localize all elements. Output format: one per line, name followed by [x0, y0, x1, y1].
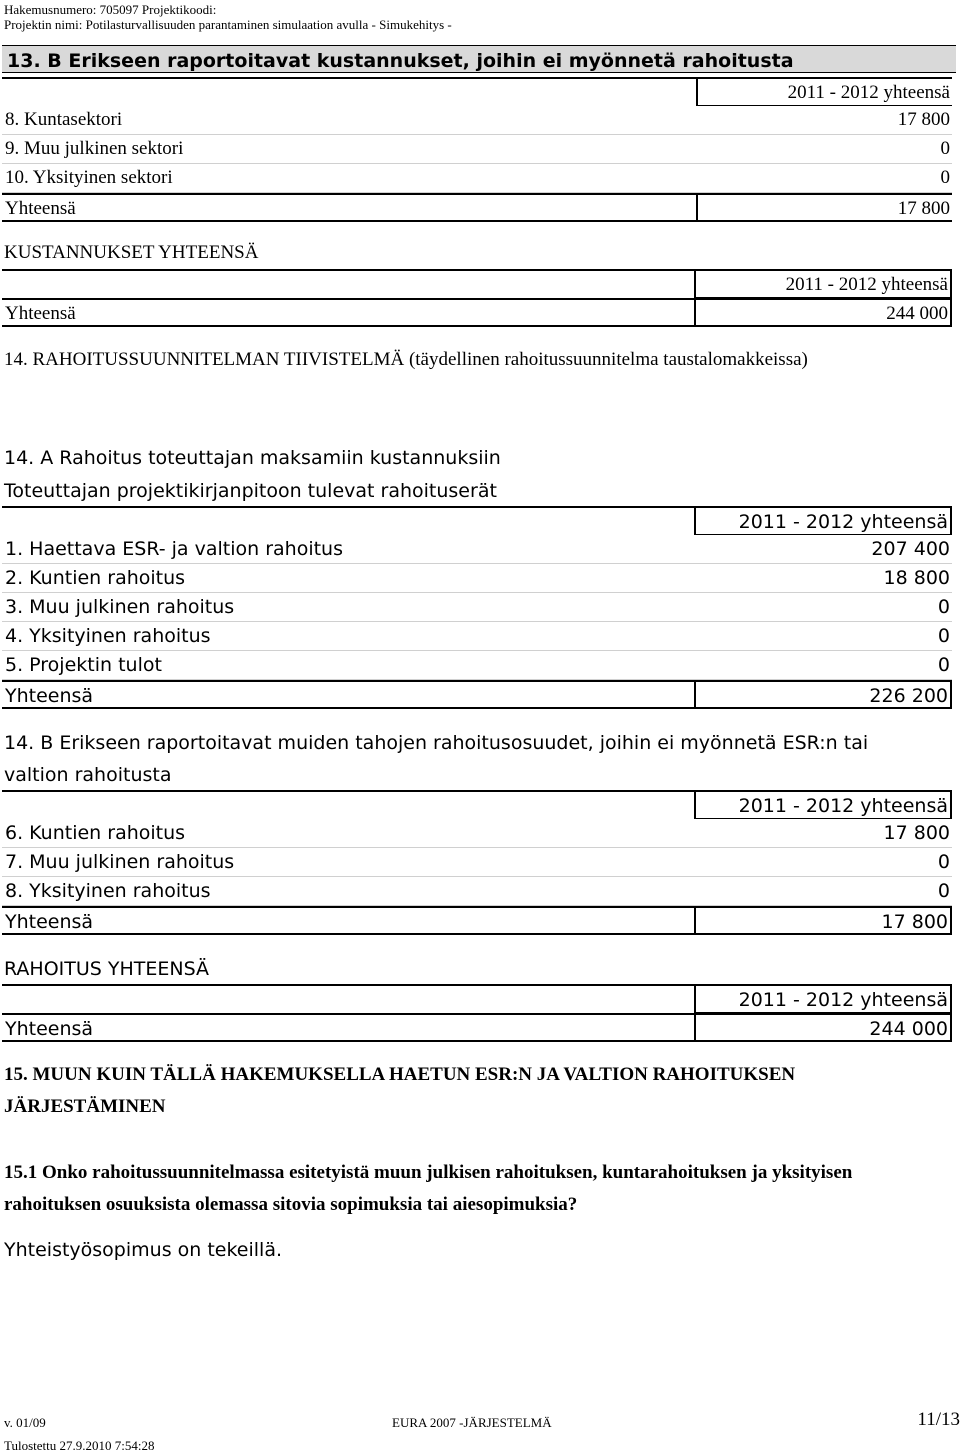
footer-page-number: 11/13	[917, 1409, 960, 1430]
total-row	[2, 298, 952, 327]
row-label: 7. Muu julkinen rahoitus	[5, 851, 235, 873]
column-header: 2011 - 2012 yhteensä	[694, 508, 950, 535]
row-value: 0	[937, 851, 950, 873]
section-14a-title: 14. A Rahoitus toteuttajan maksamiin kustannuksiin	[4, 447, 501, 469]
total-label: Yhteensä	[5, 1018, 94, 1040]
total-label: Yhteensä	[5, 198, 76, 219]
row-label: 9. Muu julkinen sektori	[5, 138, 184, 159]
column-header: 2011 - 2012 yhteensä	[694, 792, 950, 819]
total-row	[2, 906, 952, 935]
total-value: 17 800	[694, 908, 950, 933]
table-row	[2, 135, 952, 164]
table-header-row	[2, 790, 952, 819]
table-header-row	[2, 77, 952, 106]
section-15-1-answer: Yhteistyösopimus on tekeillä.	[4, 1239, 283, 1261]
row-value: 0	[937, 625, 950, 647]
table-row	[2, 819, 952, 848]
table-row	[2, 164, 952, 193]
total-row	[2, 680, 952, 709]
section-14b-table	[2, 790, 952, 935]
total-value: 226 200	[694, 682, 950, 707]
row-value: 17 800	[897, 109, 950, 130]
header-application-number: Hakemusnumero: 705097 Projektikoodi:	[4, 2, 217, 17]
row-label: 6. Kuntien rahoitus	[5, 822, 186, 844]
table-row	[2, 622, 952, 651]
section-13b-title-bar	[2, 45, 956, 73]
funding-total-title: RAHOITUS YHTEENSÄ	[4, 958, 210, 980]
section-15-title: 15. MUUN KUIN TÄLLÄ HAKEMUKSELLA HAETUN ESR:N JA VALTION RAHOITUKSEN JÄRJESTÄMINEN	[4, 1064, 796, 1117]
section-14a-table	[2, 506, 952, 709]
row-value: 0	[940, 138, 950, 159]
costs-total-table	[2, 269, 952, 327]
table-row	[2, 106, 952, 135]
table-header-row	[2, 984, 952, 1013]
row-label: 8. Yksityinen rahoitus	[5, 880, 211, 902]
table-row	[2, 848, 952, 877]
row-value: 0	[937, 654, 950, 676]
costs-total-title: KUSTANNUKSET YHTEENSÄ	[4, 242, 259, 263]
row-value: 0	[937, 880, 950, 902]
section-14b-title: 14. B Erikseen raportoitavat muiden tahojen rahoitusosuudet, joihin ei myönnetä ESR:n tai valtion rahoitusta	[4, 732, 869, 786]
total-label: Yhteensä	[5, 911, 94, 933]
total-label: Yhteensä	[5, 685, 94, 707]
row-value: 0	[937, 596, 950, 618]
row-label: 3. Muu julkinen rahoitus	[5, 596, 235, 618]
column-header: 2011 - 2012 yhteensä	[694, 986, 950, 1013]
row-value: 207 400	[871, 538, 950, 560]
total-row	[2, 1013, 952, 1042]
table-row	[2, 651, 952, 680]
row-label: 5. Projektin tulot	[5, 654, 162, 676]
table-row	[2, 535, 952, 564]
row-label: 8. Kuntasektori	[5, 109, 123, 130]
section-15-1-question: 15.1 Onko rahoitussuunnitelmassa esitetyistä muun julkisen rahoituksen, kuntarahoituksen ja yksityisen rahoituksen osuuksista olemassa sitovia sopimuksia tai aiesopimuksia?	[4, 1162, 853, 1215]
table-header-row	[2, 506, 952, 535]
header-project-name: Projektin nimi: Potilasturvallisuuden parantaminen simulaation avulla - Simukehitys -	[4, 17, 452, 32]
footer-printed: Tulostettu 27.9.2010 7:54:28	[4, 1438, 155, 1453]
row-label: 4. Yksityinen rahoitus	[5, 625, 211, 647]
funding-total-table	[2, 984, 952, 1042]
row-value: 17 800	[883, 822, 950, 844]
section-13b-table	[2, 77, 952, 222]
section-13b-title: 13. B Erikseen raportoitavat kustannukset, joihin ei myönnetä rahoitusta	[7, 50, 794, 72]
table-row	[2, 877, 952, 906]
section-14a-subtitle: Toteuttajan projektikirjanpitoon tulevat rahoituserät	[4, 480, 497, 502]
table-header-row	[2, 269, 952, 298]
total-value: 244 000	[694, 300, 950, 325]
section-14-title: 14. RAHOITUSSUUNNITELMAN TIIVISTELMÄ (täydellinen rahoitussuunnitelma taustalomakkeissa)	[4, 349, 808, 370]
footer-version: v. 01/09	[4, 1415, 46, 1430]
column-header: 2011 - 2012 yhteensä	[696, 79, 952, 106]
row-label: 1. Haettava ESR- ja valtion rahoitus	[5, 538, 344, 560]
row-label: 2. Kuntien rahoitus	[5, 567, 186, 589]
total-label: Yhteensä	[5, 303, 76, 324]
total-row	[2, 193, 952, 222]
total-value: 17 800	[696, 195, 952, 220]
column-header: 2011 - 2012 yhteensä	[694, 271, 950, 298]
row-value: 0	[940, 167, 950, 188]
row-value: 18 800	[883, 567, 950, 589]
footer-system: EURA 2007 -JÄRJESTELMÄ	[392, 1415, 552, 1430]
row-label: 10. Yksityinen sektori	[5, 167, 173, 188]
total-value: 244 000	[694, 1015, 950, 1040]
table-row	[2, 593, 952, 622]
table-row	[2, 564, 952, 593]
